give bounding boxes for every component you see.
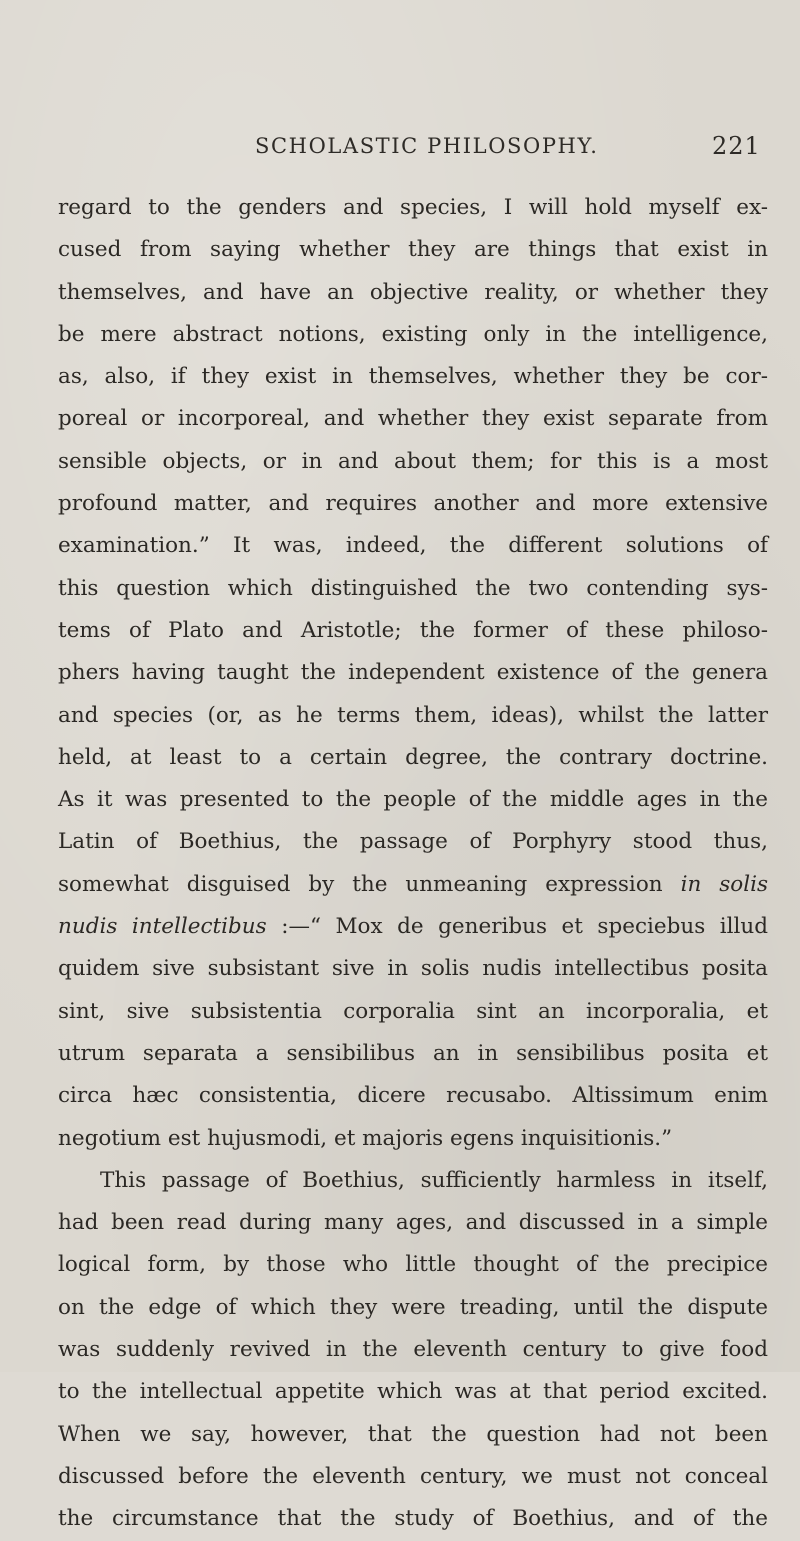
- running-title: SCHOLASTIC PHILOSOPHY.: [255, 134, 599, 158]
- text-line: sint, sive subsistentia corporalia sint an incorporalia, et: [58, 998, 768, 1024]
- text-line: cused from saying whether they are things that exist in: [58, 237, 768, 263]
- latin-italic-run: nudis intellectibus: [58, 914, 267, 940]
- paragraph-1: [58, 187, 768, 1160]
- text-line: poreal or incorporeal, and whether they exist separate from: [58, 406, 768, 432]
- text-line: had been read during many ages, and discussed in a simple: [58, 1210, 768, 1236]
- text-line: tems of Plato and Aristotle; the former of these philoso-: [58, 617, 768, 643]
- text-run: :—“ Mox de generibus et speciebus illud: [281, 914, 768, 940]
- text-line: negotium est hujusmodi, et majoris egens inquisitionis.”: [58, 1125, 673, 1151]
- page-number: 221: [712, 132, 761, 160]
- text-line: was suddenly revived in the eleventh century to give food: [58, 1337, 768, 1363]
- latin-italic-run: in solis: [680, 871, 768, 897]
- paragraph-2: [58, 1160, 768, 1541]
- text-line: This passage of Boethius, sufficiently harmless in itself,: [100, 1167, 768, 1193]
- text-run: somewhat disguised by the unmeaning expression: [58, 871, 663, 897]
- text-line: to the intellectual appetite which was at that period excited.: [58, 1379, 768, 1405]
- text-line: circa hæc consistentia, dicere recusabo. Altissimum enim: [58, 1083, 768, 1109]
- text-line: held, at least to a certain degree, the contrary doctrine.: [58, 744, 768, 770]
- text-line: on the edge of which they were treading, until the dispute: [58, 1294, 768, 1320]
- text-line: the circumstance that the study of Boethius, and of the: [58, 1506, 768, 1532]
- text-line: be mere abstract notions, existing only in the intelligence,: [58, 321, 768, 347]
- text-line: this question which distinguished the two contending sys-: [58, 575, 768, 601]
- text-line: quidem sive subsistant sive in solis nudis intellectibus posita: [58, 956, 768, 982]
- text-line: As it was presented to the people of the middle ages in the: [58, 787, 768, 813]
- text-line: examination.” It was, indeed, the different solutions of: [58, 533, 768, 559]
- text-line: logical form, by those who little thought of the precipice: [58, 1252, 768, 1278]
- text-line: discussed before the eleventh century, we must not conceal: [58, 1463, 768, 1489]
- text-line: and species (or, as he terms them, ideas), whilst the latter: [58, 702, 768, 728]
- text-line: as, also, if they exist in themselves, whether they be cor-: [58, 364, 768, 390]
- text-line: Latin of Boethius, the passage of Porphyry stood thus,: [58, 829, 768, 855]
- text-line: regard to the genders and species, I will hold myself ex-: [58, 195, 768, 220]
- text-line: sensible objects, or in and about them; for this is a most: [58, 448, 768, 474]
- body-text: [58, 187, 768, 1541]
- text-line-mixed: [58, 864, 768, 906]
- text-line: When we say, however, that the question had not been: [58, 1421, 768, 1447]
- text-line: phers having taught the independent existence of the genera: [58, 660, 768, 686]
- text-line-mixed: [58, 906, 768, 948]
- text-line: themselves, and have an objective reality, or whether they: [58, 279, 768, 305]
- running-head: [0, 134, 800, 174]
- text-line: profound matter, and requires another and more extensive: [58, 491, 768, 517]
- text-line: utrum separata a sensibilibus an in sensibilibus posita et: [58, 1040, 768, 1066]
